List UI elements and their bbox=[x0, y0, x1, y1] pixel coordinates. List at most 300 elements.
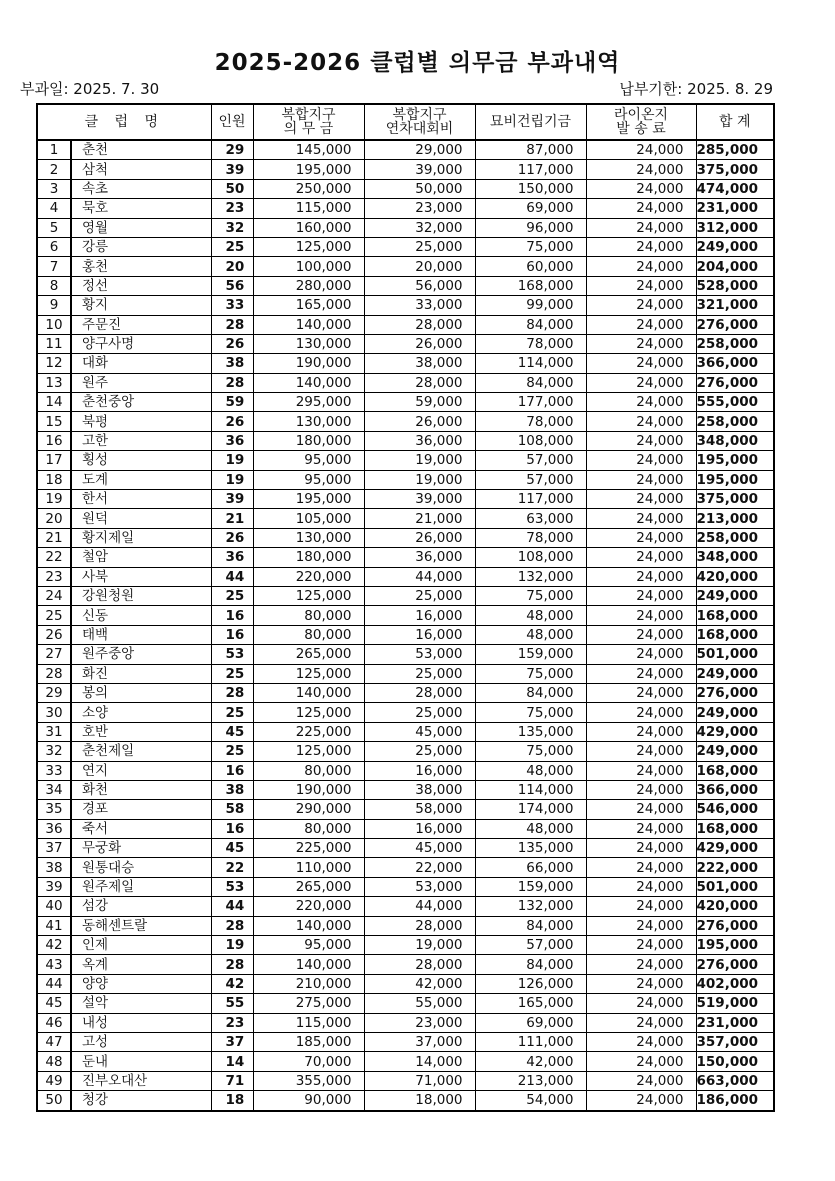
header-members: 인원 bbox=[211, 104, 253, 140]
magazine-fee: 24,000 bbox=[586, 722, 696, 741]
convention-fee: 25,000 bbox=[364, 586, 475, 605]
convention-fee: 23,000 bbox=[364, 1013, 475, 1032]
table-row bbox=[37, 858, 774, 877]
convention-fee: 22,000 bbox=[364, 858, 475, 877]
magazine-fee: 24,000 bbox=[586, 179, 696, 198]
memorial-fund: 87,000 bbox=[475, 140, 586, 160]
dues-amount: 115,000 bbox=[253, 199, 364, 218]
dues-amount: 70,000 bbox=[253, 1052, 364, 1071]
dues-amount: 140,000 bbox=[253, 955, 364, 974]
dues-amount: 80,000 bbox=[253, 819, 364, 838]
member-count: 56 bbox=[211, 276, 253, 295]
row-number: 3 bbox=[37, 179, 71, 198]
convention-fee: 39,000 bbox=[364, 490, 475, 509]
row-number: 41 bbox=[37, 916, 71, 935]
member-count: 28 bbox=[211, 315, 253, 334]
member-count: 18 bbox=[211, 1091, 253, 1111]
convention-fee: 25,000 bbox=[364, 664, 475, 683]
memorial-fund: 78,000 bbox=[475, 528, 586, 547]
member-count: 21 bbox=[211, 509, 253, 528]
table-row bbox=[37, 839, 774, 858]
dues-amount: 80,000 bbox=[253, 761, 364, 780]
dues-amount: 95,000 bbox=[253, 470, 364, 489]
club-name: 대화 bbox=[71, 354, 211, 373]
magazine-fee: 24,000 bbox=[586, 703, 696, 722]
member-count: 26 bbox=[211, 412, 253, 431]
club-name: 양구사명 bbox=[71, 334, 211, 353]
table-row bbox=[37, 974, 774, 993]
table-row bbox=[37, 1071, 774, 1090]
member-count: 36 bbox=[211, 431, 253, 450]
magazine-fee: 24,000 bbox=[586, 761, 696, 780]
row-number: 20 bbox=[37, 509, 71, 528]
convention-fee: 38,000 bbox=[364, 780, 475, 799]
member-count: 50 bbox=[211, 179, 253, 198]
magazine-fee: 24,000 bbox=[586, 683, 696, 702]
total-amount: 321,000 bbox=[696, 296, 774, 315]
member-count: 25 bbox=[211, 586, 253, 605]
dues-amount: 80,000 bbox=[253, 606, 364, 625]
club-name: 삼척 bbox=[71, 160, 211, 179]
table-row bbox=[37, 742, 774, 761]
member-count: 37 bbox=[211, 1032, 253, 1051]
convention-fee: 58,000 bbox=[364, 800, 475, 819]
memorial-fund: 69,000 bbox=[475, 199, 586, 218]
table-row bbox=[37, 451, 774, 470]
convention-fee: 25,000 bbox=[364, 237, 475, 256]
table-row bbox=[37, 955, 774, 974]
member-count: 29 bbox=[211, 140, 253, 160]
memorial-fund: 84,000 bbox=[475, 955, 586, 974]
total-amount: 249,000 bbox=[696, 703, 774, 722]
convention-fee: 19,000 bbox=[364, 451, 475, 470]
table-row bbox=[37, 645, 774, 664]
table-row bbox=[37, 722, 774, 741]
row-number: 25 bbox=[37, 606, 71, 625]
table-row bbox=[37, 606, 774, 625]
convention-fee: 28,000 bbox=[364, 315, 475, 334]
member-count: 39 bbox=[211, 490, 253, 509]
memorial-fund: 54,000 bbox=[475, 1091, 586, 1111]
club-name: 고한 bbox=[71, 431, 211, 450]
club-name: 양양 bbox=[71, 974, 211, 993]
memorial-fund: 60,000 bbox=[475, 257, 586, 276]
total-amount: 402,000 bbox=[696, 974, 774, 993]
convention-fee: 25,000 bbox=[364, 742, 475, 761]
row-number: 38 bbox=[37, 858, 71, 877]
total-amount: 501,000 bbox=[696, 645, 774, 664]
row-number: 32 bbox=[37, 742, 71, 761]
club-name: 춘천제일 bbox=[71, 742, 211, 761]
club-name: 설악 bbox=[71, 994, 211, 1013]
row-number: 12 bbox=[37, 354, 71, 373]
magazine-fee: 24,000 bbox=[586, 780, 696, 799]
row-number: 31 bbox=[37, 722, 71, 741]
convention-fee: 20,000 bbox=[364, 257, 475, 276]
dues-amount: 265,000 bbox=[253, 877, 364, 896]
total-amount: 429,000 bbox=[696, 839, 774, 858]
dues-amount: 125,000 bbox=[253, 742, 364, 761]
table-row bbox=[37, 528, 774, 547]
dues-amount: 145,000 bbox=[253, 140, 364, 160]
row-number: 17 bbox=[37, 451, 71, 470]
dues-amount: 225,000 bbox=[253, 839, 364, 858]
dues-amount: 125,000 bbox=[253, 237, 364, 256]
magazine-fee: 24,000 bbox=[586, 509, 696, 528]
dues-amount: 225,000 bbox=[253, 722, 364, 741]
table-row bbox=[37, 218, 774, 237]
dues-amount: 185,000 bbox=[253, 1032, 364, 1051]
club-name: 강릉 bbox=[71, 237, 211, 256]
club-name: 진부오대산 bbox=[71, 1071, 211, 1090]
row-number: 26 bbox=[37, 625, 71, 644]
row-number: 16 bbox=[37, 431, 71, 450]
row-number: 37 bbox=[37, 839, 71, 858]
memorial-fund: 135,000 bbox=[475, 839, 586, 858]
memorial-fund: 177,000 bbox=[475, 393, 586, 412]
convention-fee: 28,000 bbox=[364, 683, 475, 702]
member-count: 23 bbox=[211, 1013, 253, 1032]
row-number: 39 bbox=[37, 877, 71, 896]
total-amount: 168,000 bbox=[696, 625, 774, 644]
memorial-fund: 108,000 bbox=[475, 431, 586, 450]
member-count: 16 bbox=[211, 606, 253, 625]
dues-amount: 140,000 bbox=[253, 683, 364, 702]
total-amount: 375,000 bbox=[696, 490, 774, 509]
club-name: 청강 bbox=[71, 1091, 211, 1111]
club-name: 한서 bbox=[71, 490, 211, 509]
total-amount: 276,000 bbox=[696, 315, 774, 334]
table-row bbox=[37, 1013, 774, 1032]
row-number: 10 bbox=[37, 315, 71, 334]
memorial-fund: 57,000 bbox=[475, 451, 586, 470]
row-number: 40 bbox=[37, 897, 71, 916]
member-count: 16 bbox=[211, 761, 253, 780]
magazine-fee: 24,000 bbox=[586, 373, 696, 392]
club-name: 원통대승 bbox=[71, 858, 211, 877]
member-count: 58 bbox=[211, 800, 253, 819]
memorial-fund: 57,000 bbox=[475, 470, 586, 489]
member-count: 19 bbox=[211, 936, 253, 955]
magazine-fee: 24,000 bbox=[586, 548, 696, 567]
table-row bbox=[37, 800, 774, 819]
table-row bbox=[37, 431, 774, 450]
table-row bbox=[37, 780, 774, 799]
dues-amount: 195,000 bbox=[253, 160, 364, 179]
member-count: 25 bbox=[211, 237, 253, 256]
magazine-fee: 24,000 bbox=[586, 237, 696, 256]
member-count: 14 bbox=[211, 1052, 253, 1071]
magazine-fee: 24,000 bbox=[586, 645, 696, 664]
dues-amount: 180,000 bbox=[253, 548, 364, 567]
table-row bbox=[37, 334, 774, 353]
total-amount: 249,000 bbox=[696, 586, 774, 605]
dues-amount: 165,000 bbox=[253, 296, 364, 315]
member-count: 39 bbox=[211, 160, 253, 179]
convention-fee: 44,000 bbox=[364, 897, 475, 916]
convention-fee: 25,000 bbox=[364, 703, 475, 722]
header-magazine-line1: 라이온지 bbox=[613, 107, 669, 123]
dues-amount: 160,000 bbox=[253, 218, 364, 237]
club-name: 주문진 bbox=[71, 315, 211, 334]
memorial-fund: 75,000 bbox=[475, 586, 586, 605]
magazine-fee: 24,000 bbox=[586, 1071, 696, 1090]
total-amount: 546,000 bbox=[696, 800, 774, 819]
table-row bbox=[37, 179, 774, 198]
magazine-fee: 24,000 bbox=[586, 412, 696, 431]
row-number: 8 bbox=[37, 276, 71, 295]
row-number: 27 bbox=[37, 645, 71, 664]
member-count: 59 bbox=[211, 393, 253, 412]
memorial-fund: 48,000 bbox=[475, 606, 586, 625]
table-row bbox=[37, 470, 774, 489]
table-row bbox=[37, 490, 774, 509]
convention-fee: 45,000 bbox=[364, 839, 475, 858]
dues-amount: 110,000 bbox=[253, 858, 364, 877]
total-amount: 249,000 bbox=[696, 742, 774, 761]
table-row bbox=[37, 703, 774, 722]
magazine-fee: 24,000 bbox=[586, 140, 696, 160]
convention-fee: 28,000 bbox=[364, 373, 475, 392]
convention-fee: 26,000 bbox=[364, 528, 475, 547]
club-name: 무궁화 bbox=[71, 839, 211, 858]
convention-fee: 16,000 bbox=[364, 761, 475, 780]
header-convention-line1: 복합지구 bbox=[392, 107, 447, 123]
total-amount: 258,000 bbox=[696, 334, 774, 353]
club-name: 황지제일 bbox=[71, 528, 211, 547]
dues-amount: 125,000 bbox=[253, 586, 364, 605]
table-row bbox=[37, 897, 774, 916]
row-number: 5 bbox=[37, 218, 71, 237]
member-count: 71 bbox=[211, 1071, 253, 1090]
dues-amount: 140,000 bbox=[253, 315, 364, 334]
dues-amount: 220,000 bbox=[253, 897, 364, 916]
total-amount: 348,000 bbox=[696, 548, 774, 567]
total-amount: 555,000 bbox=[696, 393, 774, 412]
memorial-fund: 135,000 bbox=[475, 722, 586, 741]
member-count: 53 bbox=[211, 645, 253, 664]
convention-fee: 19,000 bbox=[364, 470, 475, 489]
memorial-fund: 168,000 bbox=[475, 276, 586, 295]
total-amount: 366,000 bbox=[696, 354, 774, 373]
table-row bbox=[37, 625, 774, 644]
dues-amount: 125,000 bbox=[253, 664, 364, 683]
member-count: 53 bbox=[211, 877, 253, 896]
magazine-fee: 24,000 bbox=[586, 567, 696, 586]
table-row bbox=[37, 877, 774, 896]
magazine-fee: 24,000 bbox=[586, 897, 696, 916]
member-count: 42 bbox=[211, 974, 253, 993]
memorial-fund: 75,000 bbox=[475, 664, 586, 683]
convention-fee: 28,000 bbox=[364, 955, 475, 974]
club-name: 섬강 bbox=[71, 897, 211, 916]
header-row bbox=[37, 104, 774, 140]
memorial-fund: 99,000 bbox=[475, 296, 586, 315]
convention-fee: 26,000 bbox=[364, 412, 475, 431]
member-count: 55 bbox=[211, 994, 253, 1013]
table-row bbox=[37, 683, 774, 702]
convention-fee: 53,000 bbox=[364, 645, 475, 664]
convention-fee: 71,000 bbox=[364, 1071, 475, 1090]
club-name: 원주제일 bbox=[71, 877, 211, 896]
total-amount: 276,000 bbox=[696, 683, 774, 702]
club-name: 원주중앙 bbox=[71, 645, 211, 664]
magazine-fee: 24,000 bbox=[586, 334, 696, 353]
memorial-fund: 108,000 bbox=[475, 548, 586, 567]
convention-fee: 16,000 bbox=[364, 625, 475, 644]
total-amount: 258,000 bbox=[696, 528, 774, 547]
club-name: 경포 bbox=[71, 800, 211, 819]
club-name: 고성 bbox=[71, 1032, 211, 1051]
dues-amount: 295,000 bbox=[253, 393, 364, 412]
club-name: 봉의 bbox=[71, 683, 211, 702]
levy-date: 부과일: 2025. 7. 30 bbox=[20, 80, 160, 98]
club-name: 둔내 bbox=[71, 1052, 211, 1071]
row-number: 22 bbox=[37, 548, 71, 567]
dues-amount: 190,000 bbox=[253, 780, 364, 799]
magazine-fee: 24,000 bbox=[586, 1032, 696, 1051]
magazine-fee: 24,000 bbox=[586, 1091, 696, 1111]
table-row bbox=[37, 257, 774, 276]
row-number: 23 bbox=[37, 567, 71, 586]
total-amount: 276,000 bbox=[696, 955, 774, 974]
total-amount: 213,000 bbox=[696, 509, 774, 528]
convention-fee: 33,000 bbox=[364, 296, 475, 315]
memorial-fund: 150,000 bbox=[475, 179, 586, 198]
table-row bbox=[37, 237, 774, 256]
total-amount: 249,000 bbox=[696, 664, 774, 683]
magazine-fee: 24,000 bbox=[586, 431, 696, 450]
magazine-fee: 24,000 bbox=[586, 955, 696, 974]
club-name: 영월 bbox=[71, 218, 211, 237]
header-dues-line2: 의 무 금 bbox=[283, 121, 334, 137]
member-count: 20 bbox=[211, 257, 253, 276]
magazine-fee: 24,000 bbox=[586, 218, 696, 237]
row-number: 7 bbox=[37, 257, 71, 276]
convention-fee: 23,000 bbox=[364, 199, 475, 218]
row-number: 44 bbox=[37, 974, 71, 993]
header-magazine-line2: 발 송 료 bbox=[616, 121, 666, 137]
row-number: 47 bbox=[37, 1032, 71, 1051]
convention-fee: 14,000 bbox=[364, 1052, 475, 1071]
member-count: 28 bbox=[211, 916, 253, 935]
member-count: 36 bbox=[211, 548, 253, 567]
header-convention bbox=[364, 104, 475, 140]
row-number: 14 bbox=[37, 393, 71, 412]
convention-fee: 36,000 bbox=[364, 431, 475, 450]
club-name: 사북 bbox=[71, 567, 211, 586]
total-amount: 168,000 bbox=[696, 819, 774, 838]
convention-fee: 21,000 bbox=[364, 509, 475, 528]
club-name: 화진 bbox=[71, 664, 211, 683]
magazine-fee: 24,000 bbox=[586, 800, 696, 819]
table-row bbox=[37, 412, 774, 431]
dues-amount: 115,000 bbox=[253, 1013, 364, 1032]
magazine-fee: 24,000 bbox=[586, 451, 696, 470]
total-amount: 231,000 bbox=[696, 1013, 774, 1032]
memorial-fund: 75,000 bbox=[475, 703, 586, 722]
member-count: 16 bbox=[211, 819, 253, 838]
magazine-fee: 24,000 bbox=[586, 199, 696, 218]
memorial-fund: 48,000 bbox=[475, 819, 586, 838]
club-name: 원주 bbox=[71, 373, 211, 392]
row-number: 1 bbox=[37, 140, 71, 160]
club-name: 인제 bbox=[71, 936, 211, 955]
club-name: 횡성 bbox=[71, 451, 211, 470]
table-row bbox=[37, 994, 774, 1013]
club-name: 옥계 bbox=[71, 955, 211, 974]
dues-amount: 125,000 bbox=[253, 703, 364, 722]
total-amount: 168,000 bbox=[696, 761, 774, 780]
memorial-fund: 48,000 bbox=[475, 761, 586, 780]
total-amount: 501,000 bbox=[696, 877, 774, 896]
memorial-fund: 213,000 bbox=[475, 1071, 586, 1090]
convention-fee: 36,000 bbox=[364, 548, 475, 567]
member-count: 23 bbox=[211, 199, 253, 218]
row-number: 21 bbox=[37, 528, 71, 547]
total-amount: 474,000 bbox=[696, 179, 774, 198]
magazine-fee: 24,000 bbox=[586, 819, 696, 838]
total-amount: 258,000 bbox=[696, 412, 774, 431]
convention-fee: 50,000 bbox=[364, 179, 475, 198]
club-name: 소양 bbox=[71, 703, 211, 722]
club-name: 강원청원 bbox=[71, 586, 211, 605]
magazine-fee: 24,000 bbox=[586, 257, 696, 276]
total-amount: 276,000 bbox=[696, 916, 774, 935]
convention-fee: 39,000 bbox=[364, 160, 475, 179]
dues-amount: 195,000 bbox=[253, 490, 364, 509]
dues-table bbox=[36, 103, 775, 1112]
memorial-fund: 114,000 bbox=[475, 780, 586, 799]
magazine-fee: 24,000 bbox=[586, 839, 696, 858]
memorial-fund: 159,000 bbox=[475, 645, 586, 664]
club-name: 화천 bbox=[71, 780, 211, 799]
row-number: 19 bbox=[37, 490, 71, 509]
club-name: 내성 bbox=[71, 1013, 211, 1032]
member-count: 26 bbox=[211, 334, 253, 353]
memorial-fund: 132,000 bbox=[475, 897, 586, 916]
table-row bbox=[37, 199, 774, 218]
header-dues bbox=[253, 104, 364, 140]
magazine-fee: 24,000 bbox=[586, 354, 696, 373]
magazine-fee: 24,000 bbox=[586, 586, 696, 605]
club-name: 춘천 bbox=[71, 140, 211, 160]
table-row bbox=[37, 373, 774, 392]
total-amount: 519,000 bbox=[696, 994, 774, 1013]
convention-fee: 38,000 bbox=[364, 354, 475, 373]
row-number: 36 bbox=[37, 819, 71, 838]
convention-fee: 55,000 bbox=[364, 994, 475, 1013]
memorial-fund: 75,000 bbox=[475, 742, 586, 761]
row-number: 2 bbox=[37, 160, 71, 179]
member-count: 28 bbox=[211, 683, 253, 702]
dues-amount: 130,000 bbox=[253, 412, 364, 431]
memorial-fund: 117,000 bbox=[475, 490, 586, 509]
memorial-fund: 84,000 bbox=[475, 916, 586, 935]
club-name: 북평 bbox=[71, 412, 211, 431]
table-row bbox=[37, 354, 774, 373]
dues-amount: 275,000 bbox=[253, 994, 364, 1013]
memorial-fund: 84,000 bbox=[475, 373, 586, 392]
total-amount: 195,000 bbox=[696, 936, 774, 955]
memorial-fund: 42,000 bbox=[475, 1052, 586, 1071]
header-fund: 묘비건립기금 bbox=[475, 104, 586, 140]
member-count: 44 bbox=[211, 897, 253, 916]
dues-amount: 95,000 bbox=[253, 936, 364, 955]
table-row bbox=[37, 296, 774, 315]
club-name: 태백 bbox=[71, 625, 211, 644]
dues-amount: 290,000 bbox=[253, 800, 364, 819]
